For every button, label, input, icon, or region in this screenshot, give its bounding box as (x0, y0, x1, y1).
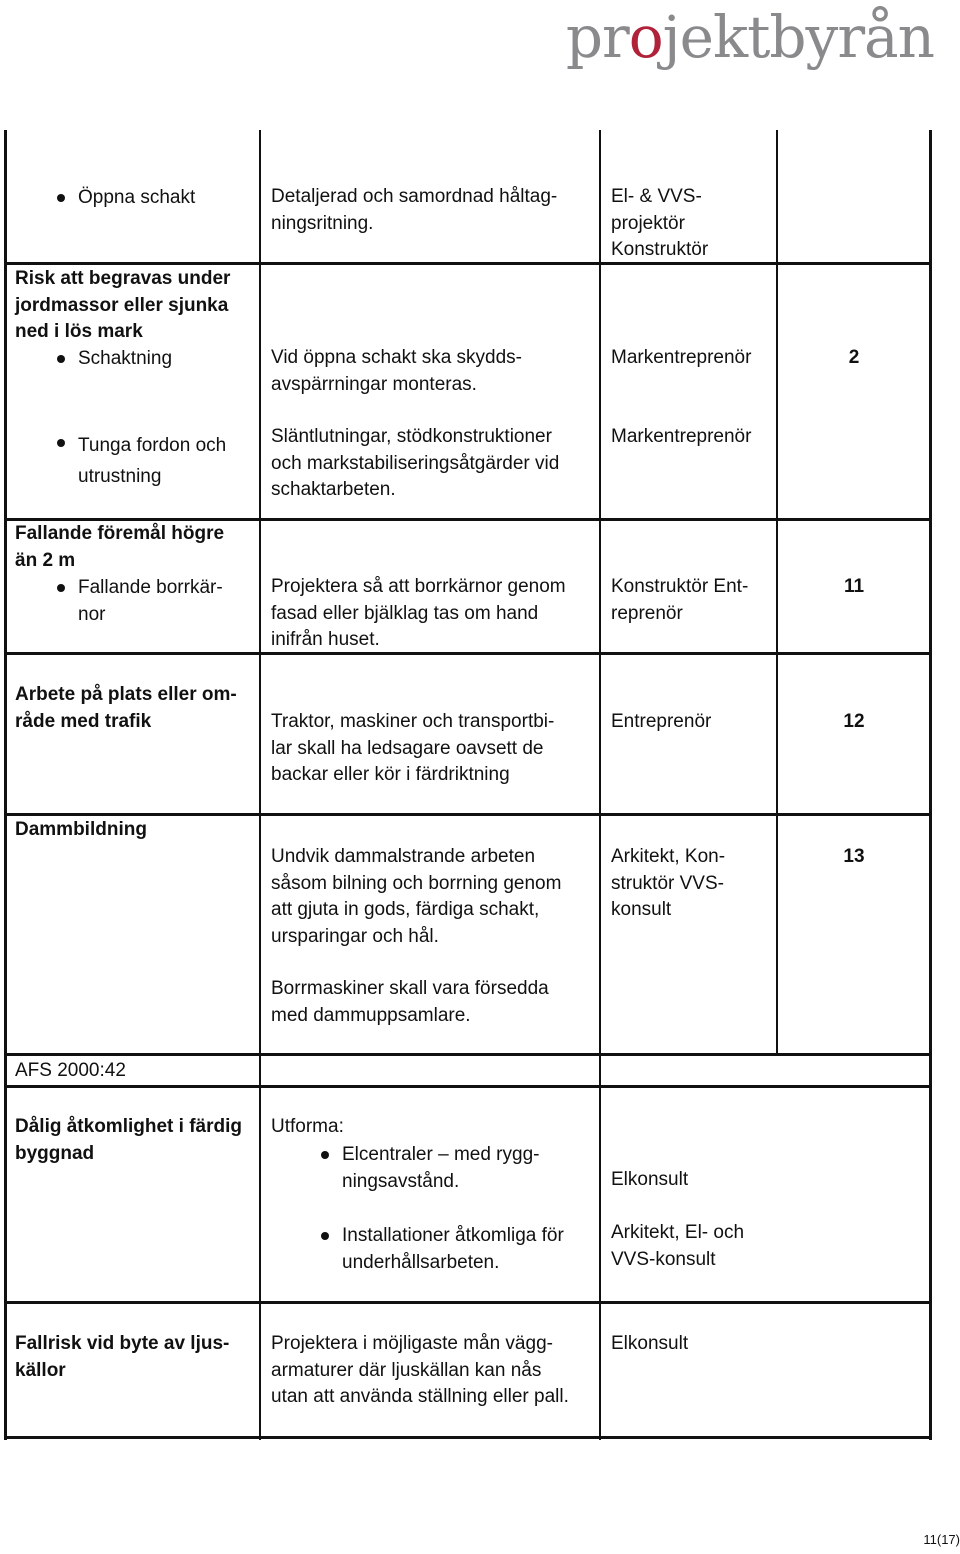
risk-title: Dålig åtkomlighet i färdig byggnad (15, 1116, 242, 1164)
risk-title: Fallande föremål högre än 2 m (15, 523, 225, 571)
responsible-cell: Entreprenör (611, 711, 712, 732)
risk-cell (7, 430, 257, 492)
risk-cell (7, 575, 257, 628)
reference-number: 12 (843, 711, 865, 732)
responsible-cell: Elkonsult (611, 1169, 689, 1190)
responsible-cell: Markentreprenör (611, 347, 752, 368)
risk-title: Risk att begravas under jordmassor eller sjunka ned i lös mark (15, 268, 231, 342)
col-divider-2 (599, 130, 601, 1440)
reference-number: 11 (843, 576, 865, 597)
measure-cell: Projektera så att borrkärnor genom fasad eller bjälklag tas om hand inifrån huset. (271, 576, 566, 650)
risk-cell (7, 346, 257, 373)
table-border-right (929, 130, 932, 1440)
measure-cell: Vid öppna schakt ska skydds- avspärrningar monteras. (271, 347, 523, 395)
list-item: Schaktning (7, 346, 257, 373)
table-border-left (4, 130, 7, 1440)
projektbyran-logo: projektbyrån (565, 3, 934, 71)
responsible-cell: Konstruktör Ent- reprenör (611, 576, 749, 624)
list-item: Fallande borrkär- nor (7, 575, 257, 628)
row-divider (4, 262, 932, 265)
responsible-cell: Markentreprenör (611, 426, 752, 447)
section-label: AFS 2000:42 (15, 1060, 126, 1081)
list-item: Öppna schakt (7, 185, 257, 212)
row-divider (4, 813, 932, 816)
measure-cell: Projektera i möjligaste mån vägg- armaturer där ljuskällan kan nås utan att använda ställning eller pall. (271, 1333, 569, 1407)
risk-cell (7, 185, 257, 212)
row-divider (4, 1301, 932, 1304)
row-divider (4, 1053, 932, 1056)
responsible-cell: El- & VVS- projektör Konstruktör (611, 186, 709, 260)
reference-number: 13 (843, 846, 865, 867)
reference-number: 2 (848, 347, 860, 368)
measure-cell: Undvik dammalstrande arbeten såsom bilning och borrning genom att gjuta in gods, färdiga schakt, ursparingar och hål. (271, 846, 562, 947)
list-item: Elcentraler – med rygg- ningsavstånd. (271, 1142, 596, 1195)
measure-cell: Traktor, maskiner och transportbi- lar skall ha ledsagare oavsett de backar eller kör i färdriktning (271, 711, 555, 785)
row-divider (4, 1085, 932, 1088)
responsible-cell: Elkonsult (611, 1333, 689, 1354)
col-divider-1 (259, 130, 261, 1440)
measure-list (271, 1142, 596, 1276)
measure-cell: Släntlutningar, stödkonstruktioner och markstabiliseringsåtgärder vid schaktarbeten. (271, 426, 560, 500)
list-item: Tunga fordon och utrustning (7, 430, 257, 492)
measure-cell: Detaljerad och samordnad håltag- ningsritning. (271, 186, 558, 234)
measure-cell: Utforma: (271, 1116, 344, 1137)
responsible-cell-extra: Arkitekt, El- och VVS-konsult (611, 1222, 745, 1270)
risk-title: Fallrisk vid byte av ljus- källor (15, 1333, 230, 1381)
list-item: Installationer åtkomliga för underhållsarbeten. (271, 1223, 596, 1276)
measure-cell-extra: Borrmaskiner skall vara försedda med dammuppsamlare. (271, 978, 549, 1026)
page-number: 11(17) (923, 1532, 960, 1547)
risk-title: Arbete på plats eller om- råde med trafik (15, 684, 237, 732)
risk-title: Dammbildning (15, 819, 147, 840)
responsible-cell: Arkitekt, Kon- struktör VVS- konsult (611, 846, 726, 920)
table-border-bottom (4, 1436, 932, 1439)
